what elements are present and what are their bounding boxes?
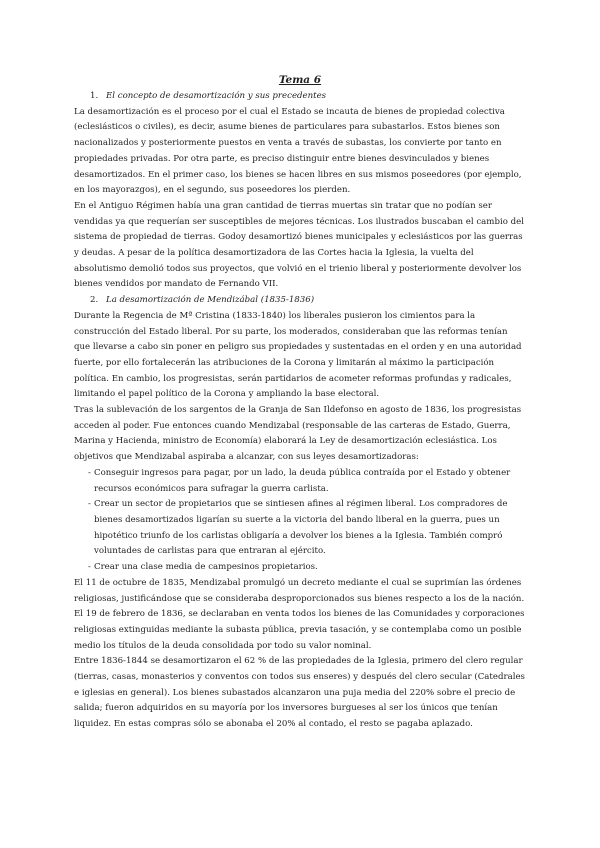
section-number-1: 1. <box>90 91 99 101</box>
bullet-dash: - <box>88 499 91 510</box>
section-heading-1 <box>74 89 526 105</box>
paragraph: En el Antiguo Régimen había una gran cantidad de tierras muertas sin tratar que no podían ser vendidas ya que requerían ser susceptibles de mejores técnicas. Los ilustrados buscaban el cambio del sistema de propiedad de tierras. Godoy desamortizó bienes municipales y eclesiásticos por las guerras y deudas. A pesar de la política desamortizadora de las Cortes hacia la Iglesia, la vuelta del absolutismo demolió todos sus proyectos, que volvió en el trienio liberal y posteriormente devolver los bienes vendidos por mandato de Fernando VII. <box>74 200 524 290</box>
document-page <box>74 72 526 733</box>
list-item-text: Crear un sector de propietarios que se sintiesen afines al régimen liberal. Los compradores de bienes desamortizados ligarían su suerte a la victoria del bando liberal en la guerra, pues un hipotético triunfo de los carlistas obligaría a devolver los bienes a la Iglesia. También compró voluntades de carlistas para que entraran al ejército. <box>94 499 508 557</box>
list-item-text: Crear una clase media de campesinos propietarios. <box>94 562 318 573</box>
paragraph: Tras la sublevación de los sargentos de la Granja de San Ildefonso en agosto de 1836, los progresistas acceden al poder. Fue entonces cuando Mendizabal (responsable de las carteras de Estado, Guerra, Marina y Hacienda, ministro de Economía) elaborará la Ley de desamortización eclesiástica. Los objetivos que Mendizabal aspiraba a alcanzar, con sus leyes desamortizadoras: <box>74 405 522 463</box>
list-item <box>74 560 526 576</box>
objectives-list <box>74 466 526 576</box>
section-number-2: 2. <box>90 295 99 306</box>
list-item <box>74 497 526 560</box>
section-title-1: El concepto de desamortización y sus precedentes <box>106 91 327 101</box>
list-item-text: Conseguir ingresos para pagar, por un lado, la deuda pública contraída por el Estado y obtener recursos económicos para sufragar la guerra carlista. <box>94 467 511 494</box>
paragraph: El 11 de octubre de 1835, Mendizabal promulgó un decreto mediante el cual se suprimían las órdenes religiosas, justificándose que se consideraba desproporcionados sus bienes respecto a los de la nación. El 19 de febrero de 1836, se declaraban en venta todos los bienes de las Comunidades y corporaciones religiosas extinguidas mediante la subasta pública, previa tasación, y se contemplaba como un posible medio los títulos de la deuda consolidada por todo su valor nominal. <box>74 577 525 651</box>
list-item <box>74 466 526 497</box>
bullet-dash: - <box>88 562 91 573</box>
paragraph: Durante la Regencia de Mª Cristina (1833-1840) los liberales pusieron los cimientos para la construcción del Estado liberal. Por su parte, los moderados, consideraban que las reformas tenían que llevarse a cabo sin poner en peligro sus propiedades y sustentadas en el orden y en una autoridad fuerte, por ello fortalecerán las atribuciones de la Corona y limitarán al máximo la participación política. En cambio, los progresistas, serán partidarios de acometer reformas profundas y radicales, limitando el papel político de la Corona y ampliando la base electoral. <box>74 310 522 400</box>
bullet-dash: - <box>88 467 91 478</box>
paragraph: La desamortización es el proceso por el cual el Estado se incauta de bienes de propiedad colectiva (eclesiásticos o civiles), es decir, asume bienes de particulares para subastarlos. Estos bienes son nacionalizados y posteriormente puestos en venta a través de subastas, los convierte por tanto en propiedades privadas. Por otra parte, es preciso distinguir entre bienes desvinculados y bienes desamortizados. En el primer caso, los bienes se hacen libres en sus mismos poseedores (por ejemplo, en los mayorazgos), en el segundo, sus poseedores los pierden. <box>74 106 522 196</box>
page-title: Tema 6 <box>278 74 322 86</box>
section-title-2: La desamortización de Mendizábal (1835-1836) <box>106 295 315 306</box>
paragraph: Entre 1836-1844 se desamortizaron el 62 % de las propiedades de la Iglesia, primero del clero regular (tierras, casas, monasterios y conventos con todos sus enseres) y después del clero secular (Catedrales e iglesias en general). Los bienes subastados alcanzaron una puja media del 220% sobre el precio de salida; fueron adquiridos en su mayoría por los inversores burgueses al ser los únicos que tenían liquidez. En estas compras sólo se abonaba el 20% al contado, el resto se pagaba aplazado. <box>74 656 525 730</box>
section-heading-2 <box>74 293 526 309</box>
